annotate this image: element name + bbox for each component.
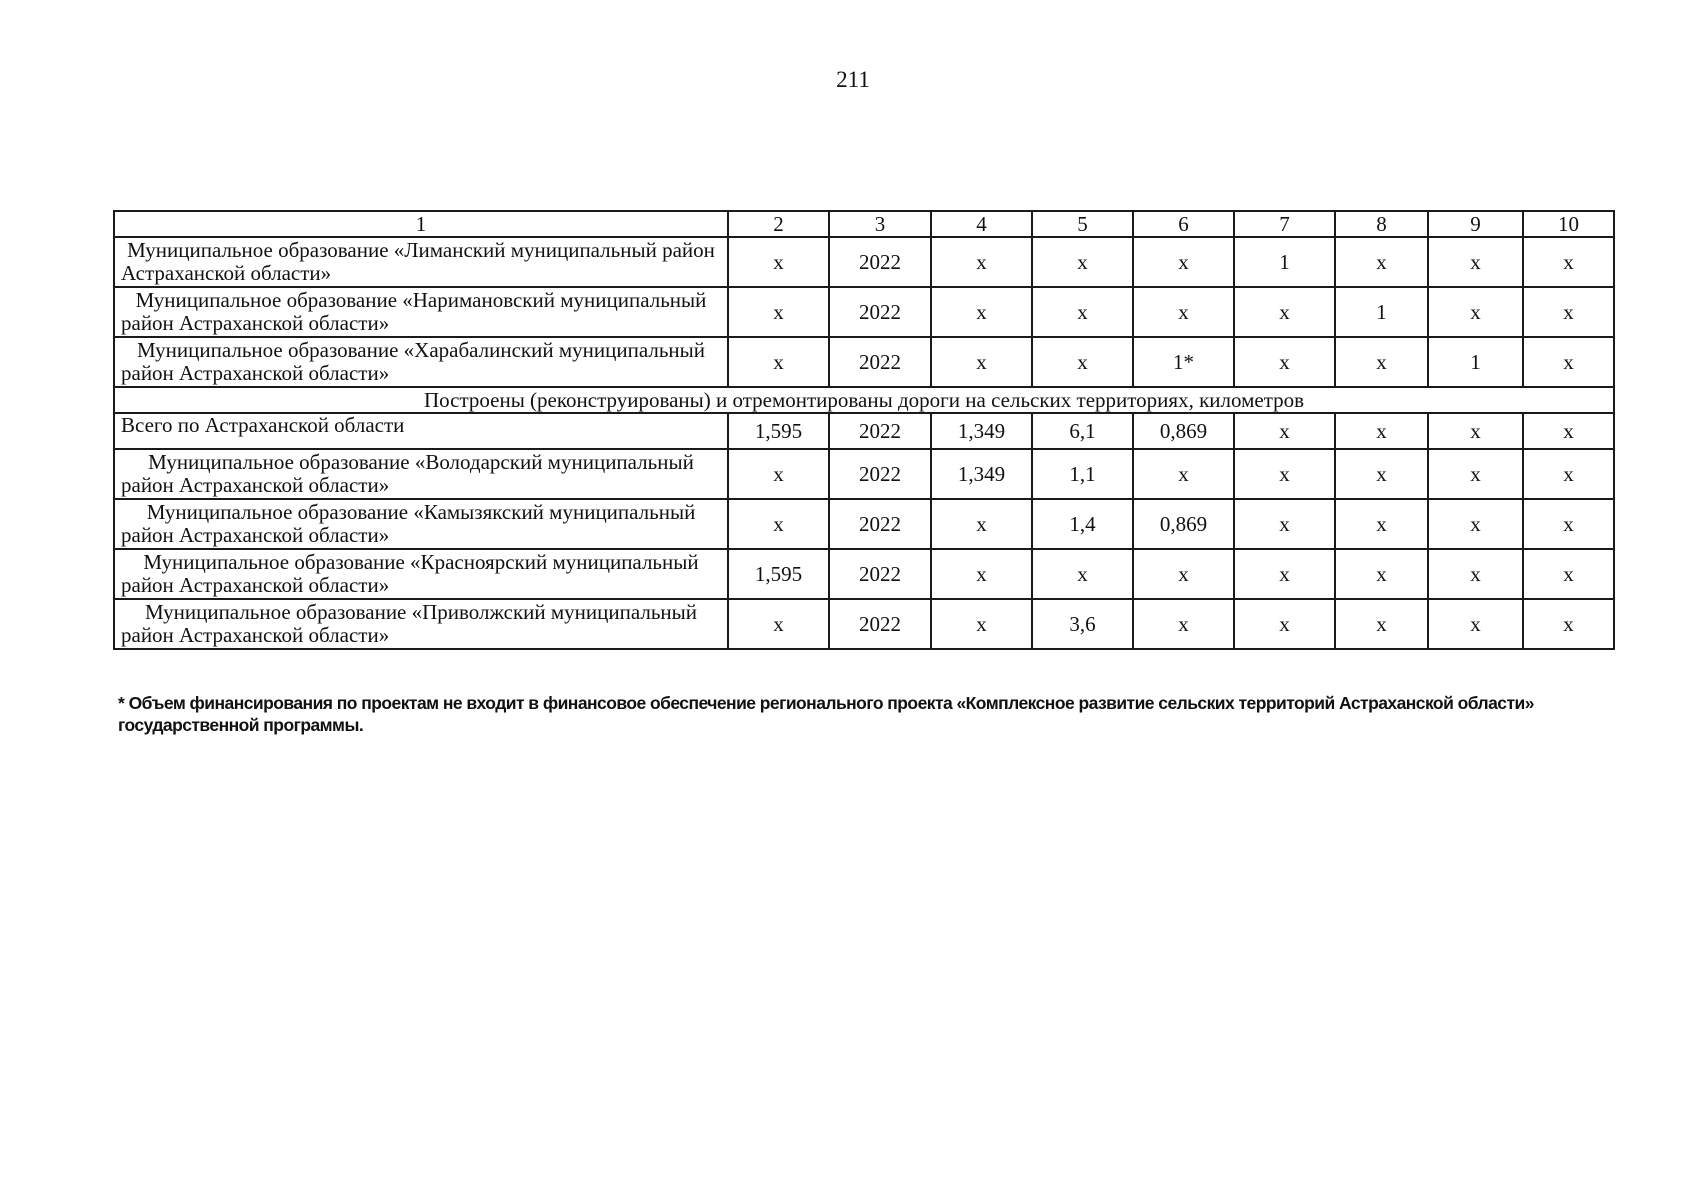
cell-value: 2022 [829, 337, 931, 387]
section-title: Построены (реконструированы) и отремонтированы дороги на сельских территориях, километров [114, 387, 1614, 413]
cell-value: 2022 [829, 449, 931, 499]
row-name: Муниципальное образование «Красноярский муниципальный район Астраханской области» [114, 549, 728, 599]
cell-value: х [1234, 449, 1335, 499]
table-row [114, 449, 1614, 499]
table-row [114, 599, 1614, 649]
cell-value: х [1428, 413, 1523, 449]
cell-value: х [1523, 499, 1614, 549]
column-number: 4 [931, 211, 1032, 237]
cell-value: 1 [1428, 337, 1523, 387]
cell-value: х [728, 287, 829, 337]
cell-value: х [1234, 337, 1335, 387]
cell-value: х [1133, 237, 1234, 287]
row-name: Муниципальное образование «Камызякский муниципальный район Астраханской области» [114, 499, 728, 549]
row-name: Всего по Астраханской области [114, 413, 728, 449]
cell-value: 2022 [829, 237, 931, 287]
cell-value: х [931, 499, 1032, 549]
cell-value: х [1523, 287, 1614, 337]
cell-value: 2022 [829, 599, 931, 649]
cell-value: х [1523, 237, 1614, 287]
section-header-row [114, 387, 1614, 413]
cell-value: х [1428, 237, 1523, 287]
cell-value: х [931, 599, 1032, 649]
cell-value: х [931, 337, 1032, 387]
cell-value: х [1428, 549, 1523, 599]
cell-value: х [1428, 287, 1523, 337]
row-name: Муниципальное образование «Володарский муниципальный район Астраханской области» [114, 449, 728, 499]
cell-value: 1,349 [931, 413, 1032, 449]
cell-value: х [1335, 549, 1428, 599]
cell-value: 3,6 [1032, 599, 1133, 649]
cell-value: х [1032, 549, 1133, 599]
cell-value: х [1133, 449, 1234, 499]
cell-value: х [931, 237, 1032, 287]
cell-value: х [1133, 549, 1234, 599]
cell-value: х [1523, 337, 1614, 387]
cell-value: х [1428, 449, 1523, 499]
cell-value: х [1234, 599, 1335, 649]
cell-value: х [1032, 237, 1133, 287]
cell-value: х [1032, 337, 1133, 387]
cell-value: х [1335, 599, 1428, 649]
table-row [114, 287, 1614, 337]
cell-value: 1,595 [728, 413, 829, 449]
cell-value: х [1032, 287, 1133, 337]
cell-value: х [728, 337, 829, 387]
cell-value: х [728, 599, 829, 649]
cell-value: х [1523, 449, 1614, 499]
row-name: Муниципальное образование «Приволжский муниципальный район Астраханской области» [114, 599, 728, 649]
cell-value: 0,869 [1133, 413, 1234, 449]
cell-value: х [1335, 337, 1428, 387]
cell-value: х [1335, 449, 1428, 499]
cell-value: х [1133, 599, 1234, 649]
column-number: 7 [1234, 211, 1335, 237]
row-name: Муниципальное образование «Наримановский муниципальный район Астраханской области» [114, 287, 728, 337]
cell-value: 1,4 [1032, 499, 1133, 549]
row-name: Муниципальное образование «Харабалинский муниципальный район Астраханской области» [114, 337, 728, 387]
table-row [114, 237, 1614, 287]
column-number: 10 [1523, 211, 1614, 237]
table-row [114, 549, 1614, 599]
footnote: * Объем финансирования по проектам не входит в финансовое обеспечение регионального проекта «Комплексное развитие сельских территорий Астраханской области» государственной программы. [118, 693, 1534, 735]
cell-value: х [931, 549, 1032, 599]
cell-value: 0,869 [1133, 499, 1234, 549]
column-number-row [114, 211, 1614, 237]
cell-value: х [1523, 549, 1614, 599]
cell-value: х [1428, 499, 1523, 549]
cell-value: х [728, 499, 829, 549]
cell-value: 1 [1234, 237, 1335, 287]
cell-value: х [1335, 499, 1428, 549]
cell-value: х [1234, 413, 1335, 449]
column-number: 3 [829, 211, 931, 237]
cell-value: 1* [1133, 337, 1234, 387]
cell-value: х [1335, 413, 1428, 449]
cell-value: х [1523, 599, 1614, 649]
cell-value: х [1335, 237, 1428, 287]
row-name: Муниципальное образование «Лиманский муниципальный район Астраханской области» [114, 237, 728, 287]
cell-value: 2022 [829, 413, 931, 449]
table-row-total [114, 413, 1614, 449]
page-number: 211 [836, 67, 870, 92]
cell-value: х [1234, 499, 1335, 549]
cell-value: 6,1 [1032, 413, 1133, 449]
cell-value: 2022 [829, 549, 931, 599]
cell-value: 1,1 [1032, 449, 1133, 499]
cell-value: 2022 [829, 499, 931, 549]
column-number: 2 [728, 211, 829, 237]
cell-value: х [1133, 287, 1234, 337]
column-number: 1 [114, 211, 728, 237]
table-row [114, 337, 1614, 387]
column-number: 8 [1335, 211, 1428, 237]
cell-value: х [1428, 599, 1523, 649]
column-number: 9 [1428, 211, 1523, 237]
cell-value: х [1234, 549, 1335, 599]
cell-value: х [1234, 287, 1335, 337]
cell-value: 2022 [829, 287, 931, 337]
cell-value: 1 [1335, 287, 1428, 337]
cell-value: х [728, 449, 829, 499]
data-table [113, 210, 1615, 650]
cell-value: х [1523, 413, 1614, 449]
column-number: 5 [1032, 211, 1133, 237]
cell-value: х [931, 287, 1032, 337]
cell-value: 1,595 [728, 549, 829, 599]
cell-value: 1,349 [931, 449, 1032, 499]
cell-value: х [728, 237, 829, 287]
column-number: 6 [1133, 211, 1234, 237]
table-row [114, 499, 1614, 549]
